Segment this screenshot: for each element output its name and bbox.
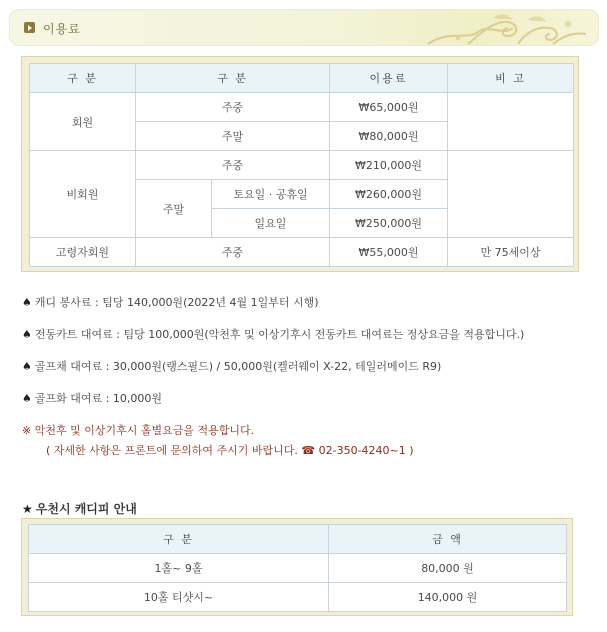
member-weekday-fee: ₩65,000원: [330, 93, 448, 122]
caddy-table: [28, 524, 567, 612]
note-shoes: [22, 390, 162, 406]
section-title: 이용료: [43, 22, 81, 36]
spade-icon: ♠: [22, 328, 32, 341]
caddy-section-title: [22, 500, 137, 517]
caddy-row-label: 10홀 티샷시~: [29, 583, 329, 612]
fee-table-frame: [21, 56, 579, 272]
spade-icon: ♠: [22, 296, 32, 309]
senior-weekday: 주중: [136, 238, 330, 267]
table-header-row: [29, 525, 567, 554]
member-weekend-fee: ₩80,000원: [330, 122, 448, 151]
senior-label: 고령자회원: [30, 238, 136, 267]
floral-ornament-icon: [408, 10, 598, 46]
spade-icon: ♠: [22, 360, 32, 373]
caddy-row-amount: 140,000 원: [329, 583, 567, 612]
nonmember-weekday: 주중: [136, 151, 330, 180]
caddy-header-amount: 금 액: [329, 525, 567, 554]
nonmember-sunday: 일요일: [212, 209, 330, 238]
spade-icon: ♠: [22, 392, 32, 405]
section-header: [9, 9, 599, 46]
caddy-table-frame: [21, 518, 573, 616]
table-row: [29, 554, 567, 583]
member-label: 회원: [30, 93, 136, 151]
note-cart-text: 전동카트 대여료 : 팀당 100,000원(악천후 및 이상기후시 전동카트 대여료는 정상요금을 적용합니다.): [34, 328, 525, 341]
fee-table: [29, 63, 574, 267]
play-bullet-icon: [24, 22, 35, 33]
senior-fee: ₩55,000원: [330, 238, 448, 267]
table-row: [30, 93, 574, 122]
table-row: [29, 583, 567, 612]
table-row: [30, 238, 574, 267]
table-header-row: [30, 64, 574, 93]
star-icon: ★: [22, 502, 33, 516]
nonmember-note: [448, 151, 574, 238]
note-clubs-text: 골프채 대여료 : 30,000원(랭스필드) / 50,000원(켈러웨이 X-22, 테일러메이드 R9): [34, 360, 442, 373]
nonmember-weekday-fee: ₩210,000원: [330, 151, 448, 180]
note-clubs: [22, 358, 441, 374]
header-subcategory: 구 분: [136, 64, 330, 93]
note-caddy-text: 캐디 봉사료 : 팀당 140,000원(2022년 4월 1일부터 시행): [34, 296, 319, 309]
caddy-header-category: 구 분: [29, 525, 329, 554]
note-caddy: [22, 294, 319, 310]
header-fee: 이용료: [330, 64, 448, 93]
nonmember-saturday-fee: ₩260,000원: [330, 180, 448, 209]
nonmember-sunday-fee: ₩250,000원: [330, 209, 448, 238]
note-shoes-text: 골프화 대여료 : 10,000원: [34, 392, 162, 405]
caddy-section-title-text: 우천시 캐디피 안내: [35, 502, 137, 516]
note-warning: ※ 악천후 및 이상기후시 홀별요금을 적용합니다.: [22, 424, 255, 437]
note-contact: ( 자세한 사항은 프론트에 문의하여 주시기 바랍니다. ☎ 02-350-4240~1 ): [46, 444, 414, 457]
member-note: [448, 93, 574, 151]
caddy-row-label: 1홀~ 9홀: [29, 554, 329, 583]
senior-note: 만 75세이상: [448, 238, 574, 267]
header-note: 비 고: [448, 64, 574, 93]
member-weekday: 주중: [136, 93, 330, 122]
caddy-row-amount: 80,000 원: [329, 554, 567, 583]
nonmember-label: 비회원: [30, 151, 136, 238]
nonmember-saturday: 토요일 · 공휴일: [212, 180, 330, 209]
note-cart: [22, 326, 524, 342]
member-weekend: 주말: [136, 122, 330, 151]
table-row: [30, 151, 574, 180]
nonmember-weekend: 주말: [136, 180, 212, 238]
header-category: 구 분: [30, 64, 136, 93]
